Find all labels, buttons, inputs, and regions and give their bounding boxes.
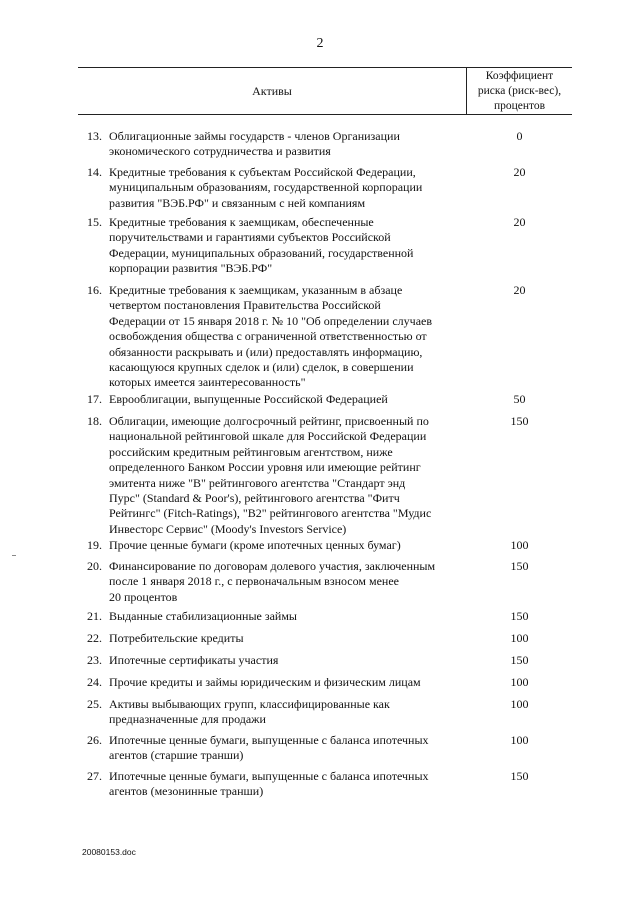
row-text-line: агентов (старшие транши) <box>109 748 244 763</box>
row-text-line: эмитента ниже "B" рейтингового агентства "Стандарт энд <box>109 475 406 490</box>
header-coefficient <box>467 69 572 114</box>
row-number: 18. <box>87 414 102 428</box>
row-risk-coefficient: 50 <box>513 392 526 406</box>
row-text-line: четвертом постановления Правительства Российской <box>109 298 381 313</box>
row-asset-description <box>109 653 464 668</box>
row-risk-coefficient: 20 <box>513 215 526 229</box>
row-asset-description <box>109 675 464 690</box>
row-text-line: Активы выбывающих групп, классифицированные как <box>109 697 390 711</box>
row-number: 23. <box>87 653 102 667</box>
header-bottom-rule <box>78 114 572 115</box>
row-number: 22. <box>87 631 102 645</box>
row-asset-description <box>109 392 464 407</box>
row-text-line: экономического сотрудничества и развития <box>109 144 331 159</box>
table-top-rule <box>78 67 572 68</box>
row-text-line: развития "ВЭБ.РФ" и связанным с ней компаниям <box>109 195 366 210</box>
row-text-line: Рейтингс" (Fitch-Ratings), "B2" рейтингового агентства "Мудис <box>109 506 432 521</box>
row-risk-coefficient: 150 <box>510 414 529 428</box>
header-coefficient-line: риска (риск-вес), <box>477 85 562 97</box>
row-text-line: Федерации, муниципальных образований, государственной <box>109 245 414 260</box>
page-number: 2 <box>316 36 324 51</box>
row-asset-description <box>109 538 464 553</box>
row-text-line: Выданные стабилизационные займы <box>109 609 297 623</box>
row-text-line: определенного Банком России уровня или имеющие рейтинг <box>109 460 421 475</box>
row-asset-description <box>109 283 464 391</box>
row-asset-description <box>109 631 464 646</box>
row-text-line: Еврооблигации, выпущенные Российской Федерацией <box>109 392 388 406</box>
row-text-line: корпорации развития "ВЭБ.РФ" <box>109 261 273 276</box>
row-number: 13. <box>87 129 102 143</box>
file-name-footer: 20080153.doc <box>82 847 136 857</box>
row-text-line: 20 процентов <box>109 589 178 604</box>
row-text-line: Облигационные займы государств - членов Организации <box>109 129 400 143</box>
row-text-line: Кредитные требования к заемщикам, обеспеченные <box>109 215 374 229</box>
row-asset-description <box>109 165 464 211</box>
header-coefficient-line: процентов <box>493 100 546 112</box>
row-risk-coefficient: 150 <box>510 559 529 573</box>
row-number: 20. <box>87 559 102 573</box>
row-text-line: Инвесторс Сервис" (Moody's Investors Service) <box>109 521 347 536</box>
row-text-line: поручительствами и гарантиями субъектов Российской <box>109 230 391 245</box>
row-text-line: которых имеется заинтересованность" <box>109 375 306 390</box>
row-risk-coefficient: 150 <box>510 653 529 667</box>
row-number: 27. <box>87 769 102 783</box>
row-text-line: Прочие кредиты и займы юридическим и физическим лицам <box>109 675 421 689</box>
row-risk-coefficient: 100 <box>510 538 529 552</box>
row-text-line: российским кредитным рейтинговым агентством, ниже <box>109 444 393 459</box>
row-text-line: национальной рейтинговой шкале для Российской Федерации <box>109 429 427 444</box>
row-number: 14. <box>87 165 102 179</box>
row-risk-coefficient: 150 <box>510 769 529 783</box>
row-asset-description <box>109 215 464 277</box>
row-asset-description <box>109 733 464 764</box>
row-number: 17. <box>87 392 102 406</box>
row-risk-coefficient: 100 <box>510 733 529 747</box>
row-text-line: Кредитные требования к субъектам Российской Федерации, <box>109 165 416 179</box>
row-text-line: муниципальным образованиям, государственной корпорации <box>109 180 423 195</box>
row-text-line: касающуюся крупных сделок и (или) сделок, в совершении <box>109 360 414 375</box>
row-text-line: предназначенные для продажи <box>109 712 266 727</box>
row-number: 16. <box>87 283 102 297</box>
row-number: 24. <box>87 675 102 689</box>
row-text-line: Пурс" (Standard & Poor's), рейтингового агентства "Фитч <box>109 491 400 506</box>
row-text-line: Прочие ценные бумаги (кроме ипотечных ценных бумаг) <box>109 538 401 552</box>
row-text-line: обязанности раскрывать и (или) предоставлять информацию, <box>109 344 423 359</box>
row-risk-coefficient: 100 <box>510 675 529 689</box>
row-text-line: Потребительские кредиты <box>109 631 244 645</box>
row-text-line: Ипотечные ценные бумаги, выпущенные с баланса ипотечных <box>109 733 429 747</box>
row-risk-coefficient: 100 <box>510 697 529 711</box>
margin-mark <box>12 555 16 556</box>
row-asset-description <box>109 769 464 800</box>
row-risk-coefficient: 100 <box>510 631 529 645</box>
row-risk-coefficient: 20 <box>513 165 526 179</box>
row-text-line: Федерации от 15 января 2018 г. № 10 "Об определении случаев <box>109 313 433 328</box>
row-asset-description <box>109 129 464 160</box>
row-number: 21. <box>87 609 102 623</box>
row-text-line: после 1 января 2018 г., с первоначальным взносом менее <box>109 574 399 589</box>
header-assets: Активы <box>252 84 292 98</box>
row-risk-coefficient: 20 <box>513 283 526 297</box>
row-text-line: Ипотечные сертификаты участия <box>109 653 279 667</box>
row-asset-description <box>109 559 464 605</box>
row-risk-coefficient: 0 <box>516 129 523 143</box>
row-asset-description <box>109 697 464 728</box>
row-text-line: Финансирование по договорам долевого участия, заключенным <box>109 559 436 573</box>
row-text-line: Ипотечные ценные бумаги, выпущенные с баланса ипотечных <box>109 769 429 783</box>
row-number: 25. <box>87 697 102 711</box>
row-number: 15. <box>87 215 102 229</box>
row-number: 19. <box>87 538 102 552</box>
row-asset-description <box>109 414 464 537</box>
row-text-line: агентов (мезонинные транши) <box>109 784 264 799</box>
row-asset-description <box>109 609 464 624</box>
row-risk-coefficient: 150 <box>510 609 529 623</box>
row-text-line: освобождения общества с ограниченной ответственностью от <box>109 329 427 344</box>
row-text-line: Облигации, имеющие долгосрочный рейтинг, присвоенный по <box>109 414 429 428</box>
header-coefficient-line: Коэффициент <box>485 70 554 82</box>
row-text-line: Кредитные требования к заемщикам, указанным в абзаце <box>109 283 403 297</box>
row-number: 26. <box>87 733 102 747</box>
